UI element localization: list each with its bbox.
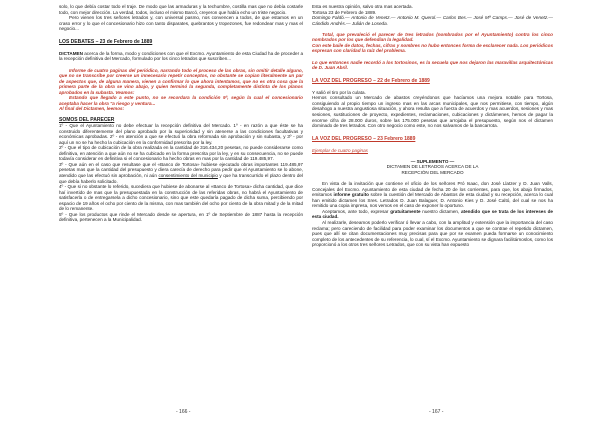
underlined-text: consentimiento del municipio — [158, 173, 218, 178]
paragraph: solo, lo que debía costar todo el traje. De modo que las armaduras y la techumbre, costilla mas que no debía costarle todo, con mejor dirección. La verdad, todos, incluso el mismo Barcó, creyeron que había echo un triste negocio. — [59, 4, 303, 15]
paragraph-text: acerca de la forma, modo y condiciones con que el Excmo. Ayuntamiento de esta Ciudad ha de proceder a la recepción definitiva del Mercado, formulado por los cinco letrados que suscriben... — [59, 50, 303, 62]
section-heading: LA VOZ DEL PROGRESO – 22 de Febrero de 1889 — [312, 77, 430, 84]
highlighted-paragraph: Lo que entonces nadie recordó a los tortosinos, es la secuela que nos dejaron las maravillas arquitectónicas de D. Juan Abril. — [312, 59, 553, 71]
left-page-column — [59, 4, 303, 223]
highlighted-paragraph: Estando que llegado a este punto, no se recordara la condición 9ª, según la cual el concesionario aceptaba hacer la obra "a riesgo y ventura... — [59, 95, 303, 106]
bold-term: informe gratuito — [333, 192, 369, 198]
paragraph-text: 3º - Que aún en el caso que resultase que el «Banco de Tortosa» hubiese ejecutado obras importantes 119.485,97 pesetas mas que la cantidad del presupuesto y diera carecía de derecho para pedir que el Ayuntamiento se lo abone, atendido que las efectuó sin aprobación, ni aún — [59, 161, 303, 178]
paragraph — [59, 162, 303, 184]
paragraph: 4º - Que si no obstante lo referido, sucediera que hubiese de abonarse al «Banco de Tortosa» dicha cantidad, que dice haí invertido de mas que la presupuestada en la construcción de las referidas obras, no habrá el Ayuntamiento de satisfacerla o de entregarsela a dicho concesionario, sino que este quedaría pagado de dicha suma, percibiendo por espacio de 19 años el ocho por ciento de la misma, con mas también del ocho por ciento de la obra mitad y de la mitad de lo remanente. — [59, 184, 303, 212]
paragraph — [312, 181, 553, 209]
section-heading: SOMOS DEL PARECER — [59, 116, 115, 123]
paragraph: Hemos consultado un Mercado de abastos creyéndonos que hacíamos una mejora notable para Tortosa, consiguiendo al propio tiempo un ingreso mas en las arcas municipales, que nos permitiese, con tiempo, algún desahogo a nuestra angustiosa situación, y ahora resulta que a fuerza de acuerdos y mas acuerdos, sesiones y mas sesiones, sustituciones de proyecto, expedientes, reclamaciones, cubicaciones y dictámenes, hemos de pagar la enorme cifra de 28.000 duros, sobre las 175.000 pesetas que arrojaba el presupuesto, según nos el dictamen dominado de tres letrados. Con otro negocio como este, no nos salvamos de la bancarrota. — [312, 95, 553, 129]
supplement-label: — SUPLEMENTO — — [410, 158, 455, 164]
highlighted-paragraph: Total, que prevaleció el parecer de tres letrados (nombrados por el Ayuntamiento) contra los cinco nombrados por los que defendían la legalidad. — [312, 31, 553, 43]
paragraph-text: sobre la cuestión del Mercado de Abastos de esta ciudad y su recepción, acerca lo cual han emitido dictamen los Sres. Letrados D. Juan Balaguer, D. Antonio Kies y D. José Caltó, del cual se nos ha remitido una copia impresa, nos vemos en el caso de exponer lo oportuno. — [312, 192, 553, 209]
section-subtitle: Ejemplar de cuatro paginas — [312, 147, 368, 153]
paragraph: Pero vienen los tres señores letrados y, con universal pasmo, nos convencen a todos, de que estamos en un craso error y lo que el concesionario hizo con tanto disparates, quebrantos y tropezones, fue redondear mas y mas el negocio... — [59, 15, 303, 32]
paragraph: Y salió el tiro por la culata. — [312, 89, 366, 95]
highlighted-paragraph: Informe de cuatro paginas del periódico, narrando todo el proceso de las obras, sin omitir detalle alguno, que no se transcribe por creerse un innecesario repetir conceptos, no obstante se copian literalmente un par de aspectos que, de alguna manera, vienen a confirmar lo que ahora intentamos, que no es otra cosa que la primera parte de la obra se vino abajo, y quien terminó la segunda, completamente distinta de los planos aprobados en la subasta. Veamos: — [59, 67, 303, 95]
supplement-title: DICTAMEN DE LETRADOS ACERCA DE LA — [386, 164, 479, 170]
section-heading: LOS DEBATES – 23 de Febrero de 1889 — [59, 38, 153, 45]
section-heading: LA VOZ DEL PROGRESO – 23 Febrero 1889 — [312, 135, 416, 142]
bold-term: atendido que se trata de los intereses de esta ciudad. — [312, 208, 553, 220]
paragraph: 2º - Que el tipo de cubicación de la obra realizada en la cantidad de 316.434,20 pesetas, no puede considerarse como definitiva, en atención a que aún no se ha cubicado en la forma prescrita por la ley, y en su consecuencia, no se puede todavía considerar en definitiva si el concesionario ha hecho obras en mas por la cantidad de 119.485,97. — [59, 145, 303, 162]
paragraph: Tortosa 23 de Febrero de 1889. — [312, 9, 377, 15]
bold-term: DICTAMEN — [59, 50, 83, 56]
paragraph — [59, 51, 303, 62]
signatories: Domingo Faldó.— Antonio de Venetz.— Antonio M. Querol.— Carlos Bes.— José Mª Camps.— José de Venetz.— Cándido Andrés.— Julián de Loseda. — [312, 15, 553, 26]
supplement-title: RECEPCIÓN DEL MERCADO — [401, 170, 464, 175]
page-number-left: - 166 - — [176, 409, 191, 415]
paragraph-text: y que ha transcurrido el plazo dentro del que debía haberlo solicitado. — [59, 173, 304, 184]
bold-term: gratuitamente — [390, 208, 421, 214]
paragraph — [312, 209, 553, 220]
highlighted-paragraph: Al final del Dictamen, leemos: — [59, 106, 125, 112]
paragraph: 1º - Que el Ayuntamiento no debe efectuar la recepción definitiva del Mercado. 1º - en razón a que éste se ha construido diferentemente del plano aprobado por la superioridad y sin atenerse a las condiciones facultativas y económicas aprobadas. 2º - en atención a que se efectuó la obra reformada sin aprobación y sin subasta, y 3º - por aquí un no se ha hecho la cubicación en la conformidad prescrita por la ley. — [59, 123, 303, 145]
paragraph-text: En vista de la invitación que contiene el oficio de los señores Pró Isaac, don José Llatzer y D. Juan Valls, Concejales del Excmo. Ayuntamiento de esta ciudad de fecha 20 de los corrientes, para que, los abajo firmados, emitamos — [312, 181, 553, 198]
paragraph: Esta es nuestra opinión, salvo otra mas acertada. — [312, 4, 413, 9]
paragraph: 5º - Que los productos que rinde el Mercado desde se apertura, en 1º de Septiembre de 1887 hasta la recepción definitiva, pertenecen a la Municipalidad. — [59, 211, 303, 223]
paragraph-text: nuestro dictamen, — [420, 208, 461, 214]
paragraph: Al realizarle, deseamos poderlo verificar ó llevar a cabo, con la amplitud y extensión que la importancia del caso reclama; pero careciendo de facilidad para poder examinar los documentos a que se contrae el repetido dictamen, pues que allí se citan documentaciones muy precisas para que por se examen pueda formarse un conocimiento completo de los antecedentes de su referencia, lo cual, sí el Excmo. Ayuntamiento se dignara facilitárnoslos, como los proporcionó a los otros tres señores Letrados, que con su vista han expuesto — [312, 219, 553, 248]
paragraph-text: Aceptamos, ante todo, expresar — [322, 208, 391, 214]
highlighted-paragraph: Con este baile de datos, fechas, cifras y nombres no hubo entonces forma de esclarecer nada. Los periódicos expresan con claridad la raíz del problema. — [312, 42, 553, 54]
page-number-right: - 167 - — [429, 409, 444, 415]
right-page-column — [312, 4, 553, 248]
